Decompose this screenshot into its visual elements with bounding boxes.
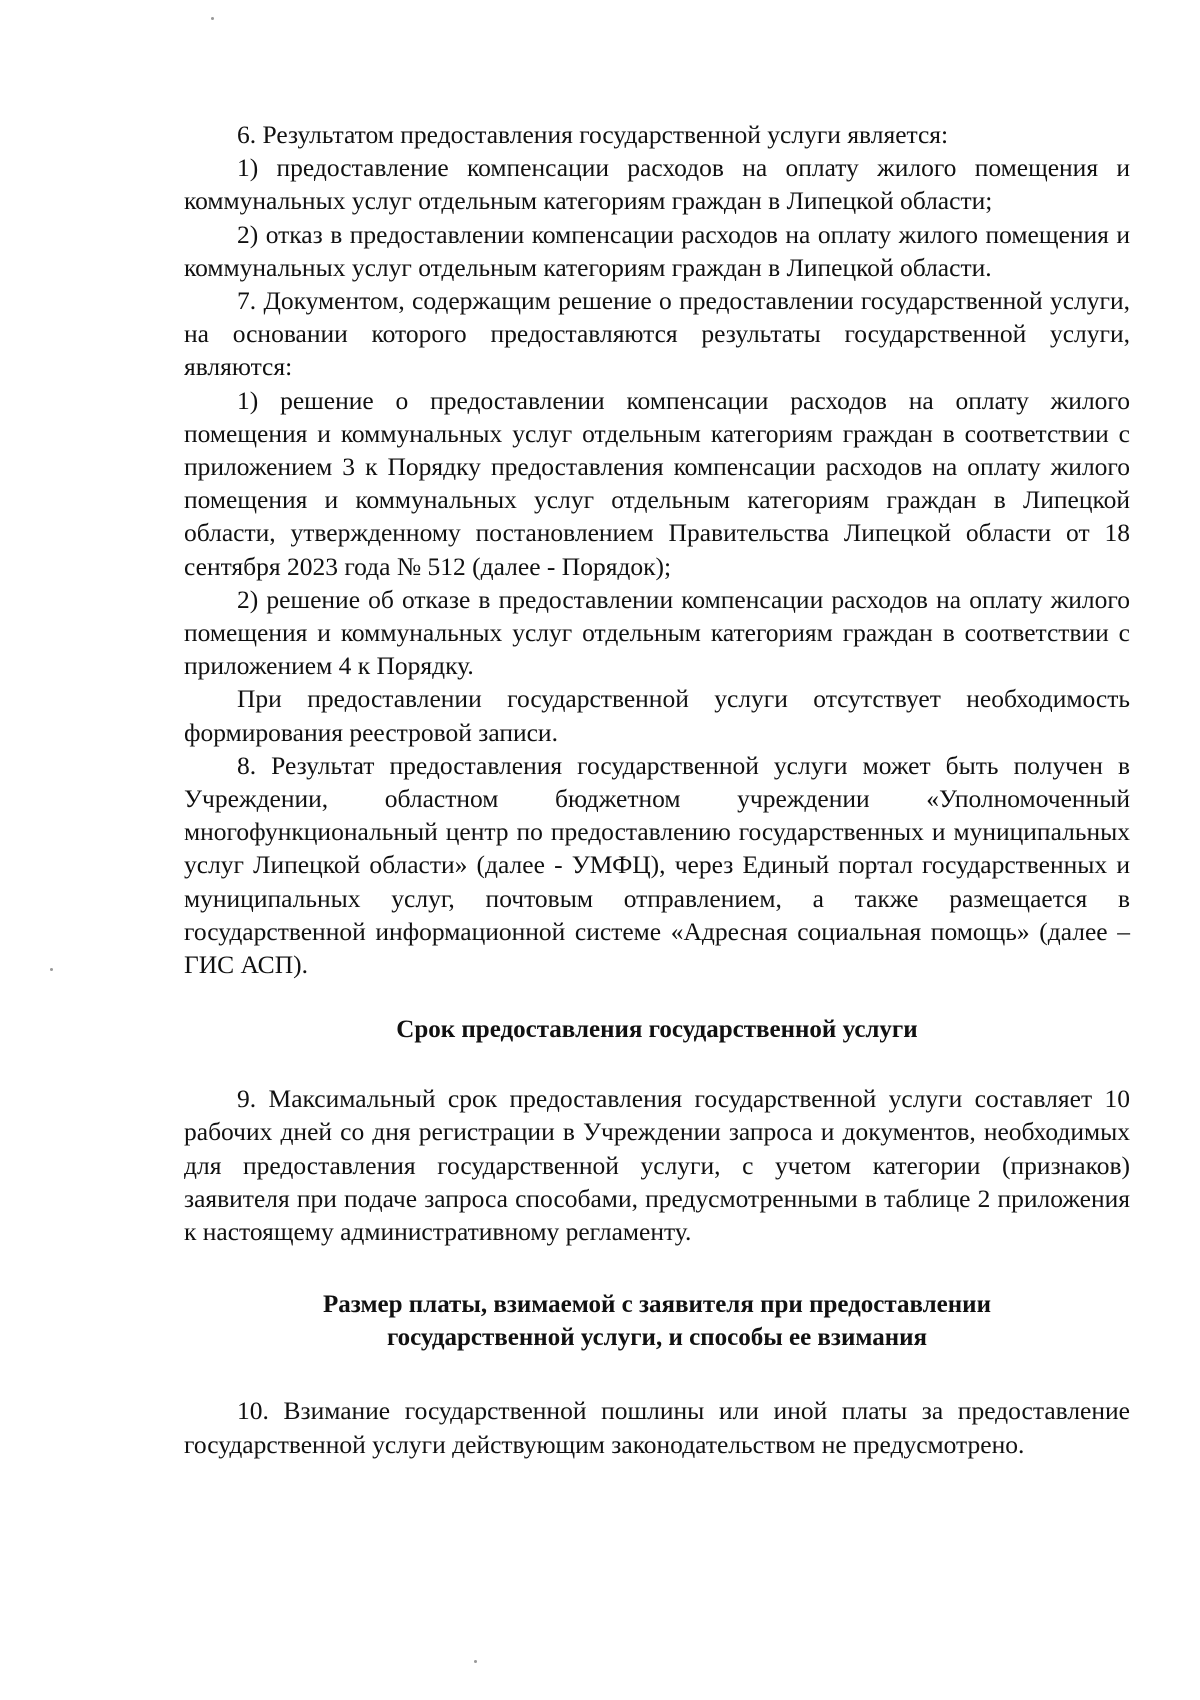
paragraph-6: 6. Результатом предоставления государственной услуги является: <box>237 120 949 149</box>
section-heading-term: Срок предоставления государственной услуги <box>396 1016 918 1044</box>
section-heading-fee-line-1: Размер платы, взимаемой с заявителя при предоставлении <box>323 1291 991 1319</box>
scan-speck <box>474 1660 477 1663</box>
section-heading-fee <box>184 1288 1130 1354</box>
paragraph-6-item-2: 2) отказ в предоставлении компенсации расходов на оплату жилого помещения и коммунальных услуг отдельным категориям граждан в Липецкой области. <box>184 219 1130 282</box>
paragraph-7: 7. Документом, содержащим решение о предоставлении государственной услуги, на основании которого предоставляются результаты государственной услуги, являются: <box>184 286 1130 382</box>
paragraph-registry-note: При предоставлении государственной услуги отсутствует необходимость формирования реестровой записи. <box>184 684 1130 747</box>
paragraph-6-item-1: 1) предоставление компенсации расходов на оплату жилого помещения и коммунальных услуг отдельным категориям граждан в Липецкой области; <box>184 153 1130 216</box>
scan-speck <box>50 968 53 971</box>
paragraph-7-item-1: 1) решение о предоставлении компенсации расходов на оплату жилого помещения и коммунальных услуг отдельным категориям граждан в соответствии с приложением 3 к Порядку предоставления компенсации расходов на оплату жилого помещения и коммунальных услуг отдельным категориям граждан в Липецкой области, утвержденному постановлением Правительства Липецкой области от 18 сентября 2023 года № 512 (далее - Порядок); <box>184 385 1130 581</box>
section-heading-fee-line-2: государственной услуги, и способы ее взимания <box>386 1324 928 1352</box>
paragraph-9: 9. Максимальный срок предоставления государственной услуги составляет 10 рабочих дней со дня регистрации в Учреждении запроса и документов, необходимых для предоставления государственной услуги, с учетом категории (признаков) заявителя при подаче запроса способами, предусмотренными в таблице 2 приложения к настоящему административному регламенту. <box>184 1084 1130 1247</box>
paragraph-8: 8. Результат предоставления государственной услуги может быть получен в Учреждении, областном бюджетном учреждении «Уполномоченный многофункциональный центр по предоставлению государственных и муниципальных услуг Липецкой области» (далее - УМФЦ), через Единый портал государственных и муниципальных услуг, почтовым отправлением, а также размещается в государственной информационной системе «Адресная социальная помощь» (далее – ГИС АСП). <box>184 750 1130 980</box>
scan-speck <box>211 17 214 20</box>
paragraph-10: 10. Взимание государственной пошлины или иной платы за предоставление государственной услуги действующим законодательством не предусмотрено. <box>184 1396 1130 1459</box>
document-body <box>184 118 1130 1461</box>
paragraph-7-item-2: 2) решение об отказе в предоставлении компенсации расходов на оплату жилого помещения и коммунальных услуг отдельным категориям граждан в соответствии с приложением 4 к Порядку. <box>184 584 1130 681</box>
